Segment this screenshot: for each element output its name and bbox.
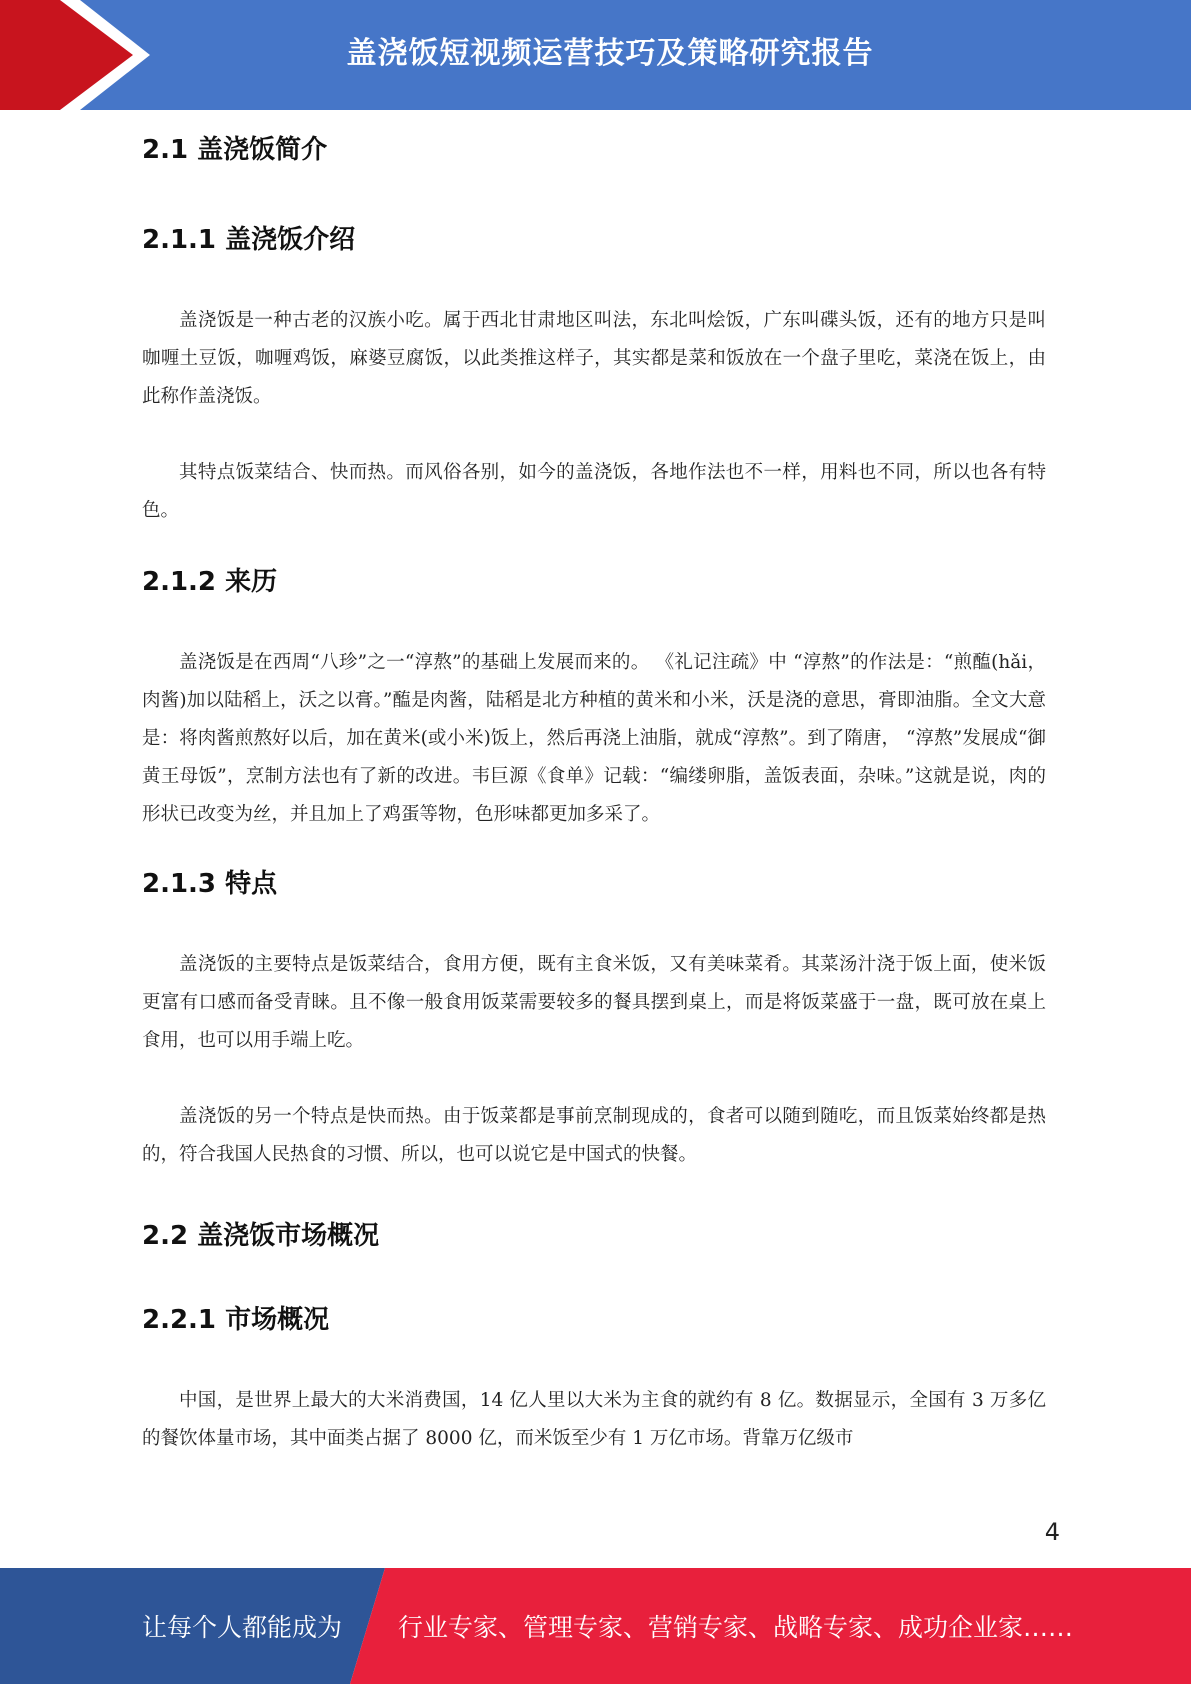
paragraph: 盖浇饭的另一个特点是快而热。由于饭菜都是事前烹制现成的，食者可以随到随吃，而且饭菜始终都是热的，符合我国人民热食的习惯、所以，也可以说它是中国式的快餐。 — [142, 1106, 1046, 1165]
paragraph: 盖浇饭是一种古老的汉族小吃。属于西北甘肃地区叫法，东北叫烩饭，广东叫碟头饭，还有的地方只是叫咖喱土豆饭，咖喱鸡饭，麻婆豆腐饭，以此类推这样子，其实都是菜和饭放在一个盘子里吃，菜浇在饭上，由此称作盖浇饭。 — [142, 310, 1046, 407]
report-title: 盖浇饭短视频运营技巧及策略研究报告 — [346, 36, 874, 71]
footer-slogan-left: 让每个人都能成为 — [142, 1613, 343, 1642]
footer-banner — [0, 1568, 1191, 1684]
paragraph: 盖浇饭的主要特点是饭菜结合，食用方便，既有主食米饭，又有美味菜肴。其菜汤汁浇于饭上面，使米饭更富有口感而备受青睐。且不像一般食用饭菜需要较多的餐具摆到桌上，而是将饭菜盛于一盘，既可放在桌上食用，也可以用手端上吃。 — [142, 954, 1046, 1051]
section-heading-2-1: 2.1 盖浇饭简介 — [142, 135, 328, 165]
paragraph: 其特点饭菜结合、快而热。而风俗各别，如今的盖浇饭，各地作法也不一样，用料也不同，所以也各有特色。 — [142, 462, 1046, 521]
section-heading-2-1-3: 2.1.3 特点 — [142, 869, 278, 899]
section-heading-2-1-2: 2.1.2 来历 — [142, 567, 278, 597]
section-heading-2-2-1: 2.2.1 市场概况 — [142, 1305, 330, 1335]
paragraph: 盖浇饭是在西周“八珍”之一“淳熬”的基础上发展而来的。 《礼记注疏》中 “淳熬”的作法是：“煎醢(hǎi，肉酱)加以陆稻上，沃之以膏。”醢是肉酱，陆稻是北方种植的黄米和小米，沃是浇的意思，膏即油脂。全文大意是：将肉酱煎熬好以后，加在黄米(或小米)饭上，然后再浇上油脂，就成“淳熬”。到了隋唐， “淳熬”发展成“御黄王母饭”，烹制方法也有了新的改进。韦巨源《食单》记载：“编缕卵脂，盖饭表面，杂味。”这就是说，肉的形状已改变为丝，并且加上了鸡蛋等物，色形味都更加多采了。 — [142, 652, 1046, 825]
header-banner — [0, 0, 1191, 110]
page-number: 4 — [1044, 1518, 1060, 1546]
paragraph: 中国，是世界上最大的大米消费国，14 亿人里以大米为主食的就约有 8 亿。数据显示，全国有 3 万多亿的餐饮体量市场，其中面类占据了 8000 亿，而米饭至少有 1 万亿市场。背靠万亿级市 — [142, 1390, 1046, 1449]
footer-slogan-right: 行业专家、管理专家、营销专家、战略专家、成功企业家…… — [398, 1613, 1074, 1642]
header-arrow-decoration — [0, 0, 160, 110]
section-heading-2-2: 2.2 盖浇饭市场概况 — [142, 1221, 380, 1251]
section-heading-2-1-1: 2.1.1 盖浇饭介绍 — [142, 225, 356, 255]
document-body — [142, 128, 1046, 1458]
